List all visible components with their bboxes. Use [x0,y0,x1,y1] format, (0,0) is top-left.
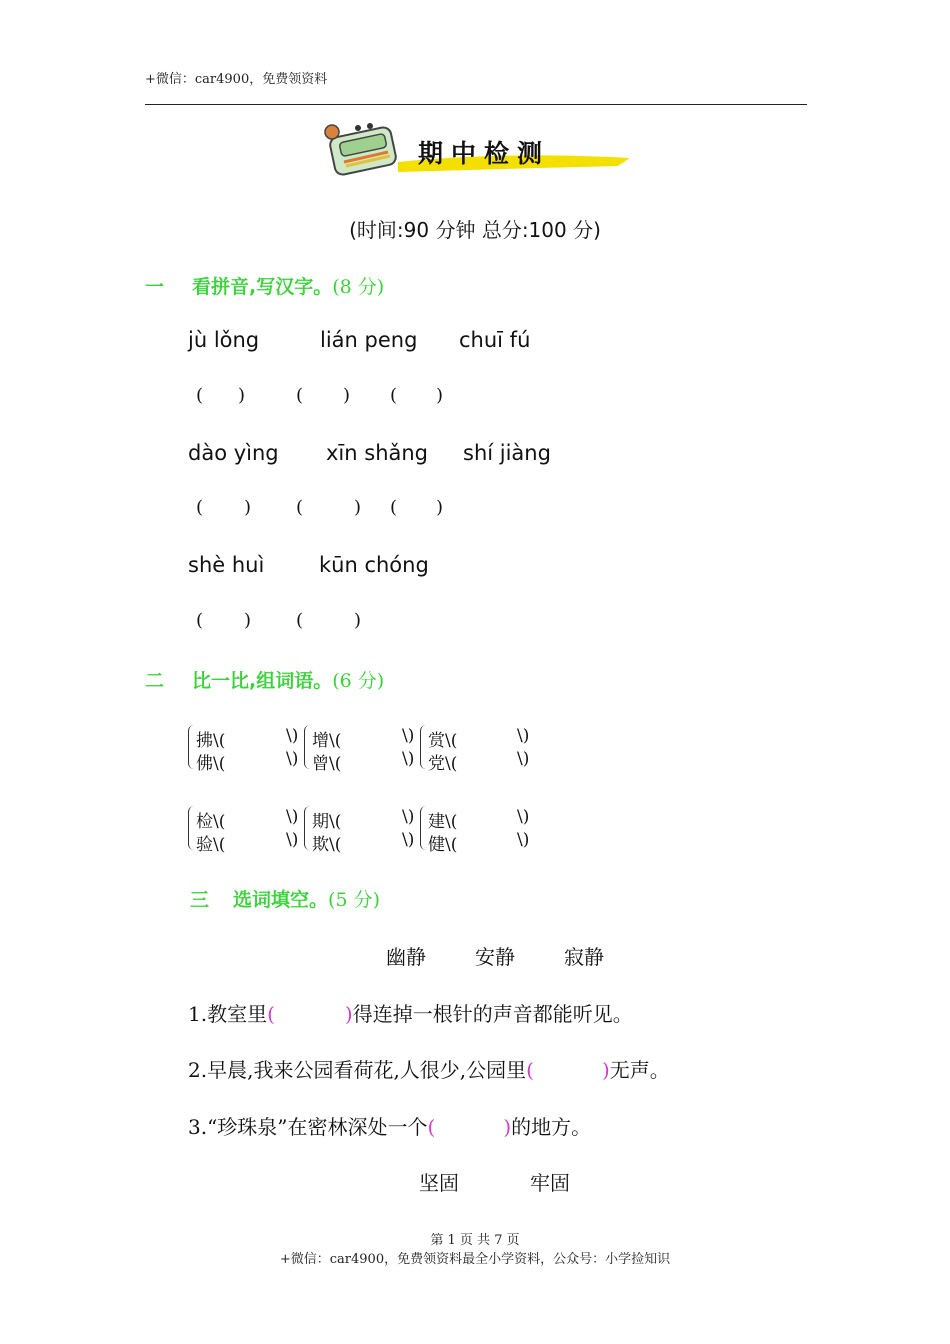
blank-open: ( [267,1002,275,1026]
compare-close: \) [286,830,299,850]
exam-meta: (时间:90 分钟 总分:100 分) [349,218,601,242]
header-rule [145,104,807,105]
pinyin-item: kūn chóng [319,553,429,577]
pinyin-item: shí jiàng [463,441,551,465]
section1-title: 看拼音,写汉字。 [192,276,333,298]
sentence-post: 无声。 [609,1058,670,1082]
compare-close: \) [517,830,530,850]
compare-char: 曾\( [312,754,342,774]
compare-close: \) [517,749,530,769]
section3-number: 三 [190,889,210,911]
sentence-pre: 1.教室里 [188,1002,268,1026]
section2-points: (6 分) [332,670,385,692]
answer-paren-open: ( [296,497,304,518]
blank-close: ) [344,1002,353,1026]
compare-char: 拂\( [196,731,226,751]
compare-char: 欺\( [312,835,342,855]
answer-paren-close: ) [436,385,444,406]
blank-open: ( [526,1058,534,1082]
pinyin-item: shè huì [188,553,265,577]
answer-paren-open: ( [196,610,204,631]
answer-paren-close: ) [244,610,252,631]
word-choice: 幽静 [386,945,426,969]
sentence-pre: 2.早晨,我来公园看荷花,人很少,公园里 [188,1058,527,1082]
compare-char: 验\( [196,835,226,855]
compare-char: 检\( [196,812,226,832]
word-choice: 寂静 [564,945,604,969]
section1-points: (8 分) [332,276,385,298]
pinyin-item: xīn shǎng [326,441,429,465]
word-choice: 安静 [475,945,515,969]
answer-paren-close: ) [436,497,444,518]
brace [304,806,311,850]
answer-paren-close: ) [354,497,362,518]
title-banner [318,118,638,180]
footer-text: +微信：car4900，免费领资料最全小学资料，公众号：小学捡知识 [279,1252,671,1267]
word-choice: 牢固 [530,1171,570,1195]
section3-points: (5 分) [328,889,380,911]
sentence-1 [188,998,633,1027]
compare-close: \) [517,807,530,827]
answer-paren-open: ( [390,385,398,406]
brace [420,806,427,850]
blank-open: ( [427,1115,436,1139]
sentence-3 [188,1111,591,1140]
compare-char: 增\( [312,731,342,751]
answer-paren-close: ) [343,385,351,406]
header-text: +微信：car4900，免费领资料 [145,72,328,87]
compare-close: \) [402,726,415,746]
brace [304,725,311,769]
brace [188,725,195,769]
compare-char: 佛\( [196,754,226,774]
section2-heading [145,666,384,693]
section3-heading [190,885,380,912]
compare-close: \) [286,726,299,746]
answer-paren-close: ) [354,610,362,631]
sentence-post: 的地方。 [511,1115,592,1139]
compare-close: \) [286,807,299,827]
answer-paren-open: ( [196,385,204,406]
blank-close: ) [601,1058,610,1082]
compare-char: 健\( [428,835,458,855]
answer-paren-open: ( [296,385,304,406]
page-title: 期中检测 [418,139,551,168]
answer-paren-open: ( [196,497,204,518]
answer-paren-open: ( [296,610,304,631]
brace [188,806,195,850]
section3-title: 选词填空。 [233,889,329,911]
compare-close: \) [517,726,530,746]
blank-close: ) [503,1115,512,1139]
page-number: 第 1 页 共 7 页 [430,1233,520,1248]
compare-close: \) [286,749,299,769]
answer-paren-close: ) [238,385,246,406]
pinyin-item: jù lǒng [188,328,260,352]
compare-char: 建\( [428,812,458,832]
compare-char: 期\( [312,812,342,832]
pinyin-item: dào yìng [188,441,279,465]
pinyin-item: lián peng [320,328,418,352]
compare-char: 赏\( [428,731,458,751]
sentence-2 [188,1054,670,1083]
answer-paren-close: ) [244,497,252,518]
sentence-pre: 3.“珍珠泉”在密林深处一个 [188,1115,428,1139]
compare-close: \) [402,807,415,827]
brace [420,725,427,769]
section2-title: 比一比,组词语。 [192,670,333,692]
word-choice: 坚固 [419,1171,459,1195]
answer-paren-open: ( [390,497,398,518]
compare-char: 党\( [428,754,458,774]
sentence-post: 得连掉一根针的声音都能听见。 [352,1002,633,1026]
section1-heading [145,272,384,299]
compare-close: \) [402,830,415,850]
pinyin-item: chuī fú [459,328,531,352]
section1-number: 一 [145,276,165,298]
compare-close: \) [402,749,415,769]
section2-number: 二 [145,670,165,692]
